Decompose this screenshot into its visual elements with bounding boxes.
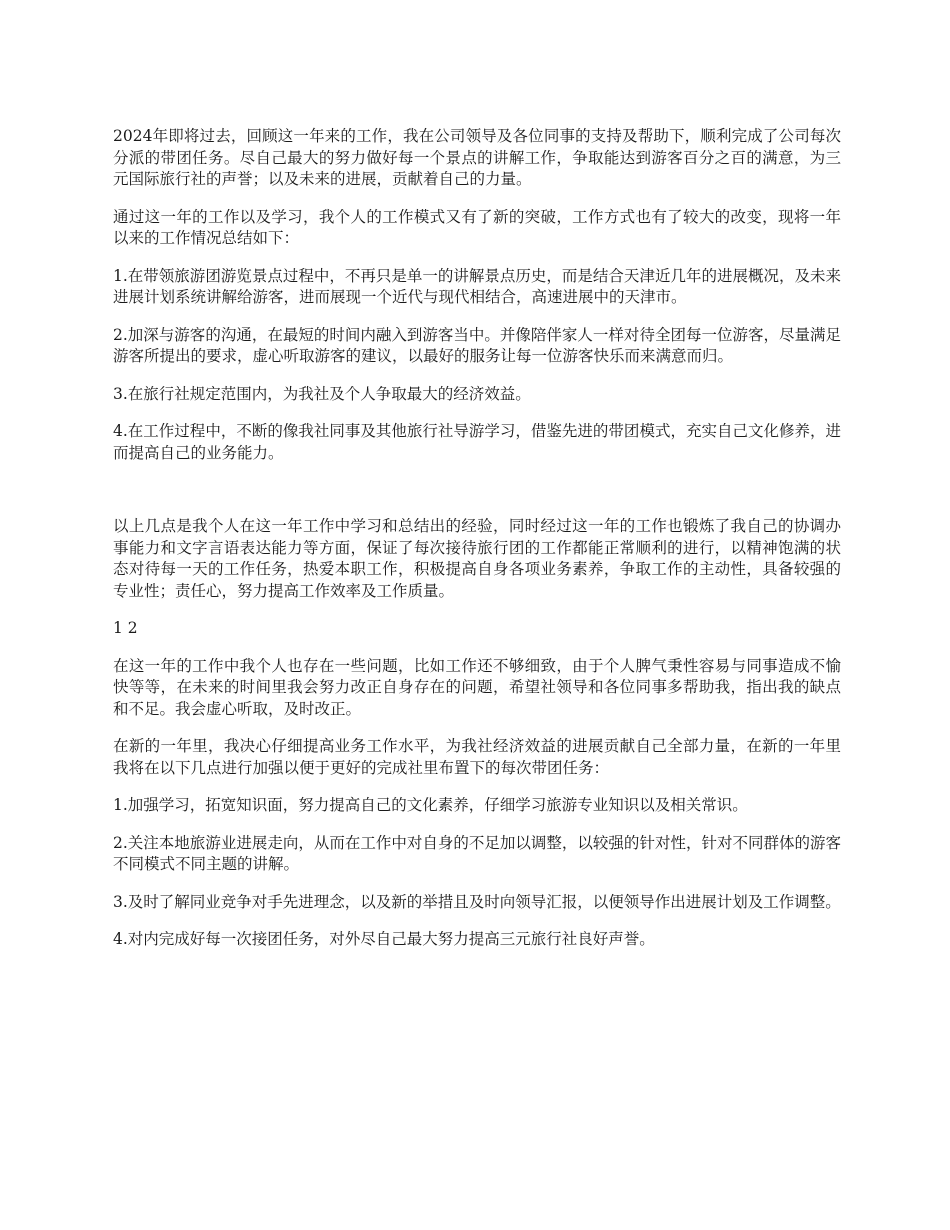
list-item-2: 2.加深与游客的沟通，在最短的时间内融入到游客当中。并像陪伴家人一样对待全团每一位游客，尽量满足游客所提出的要求，虚心听取游客的建议，以最好的服务让每一位游客快乐而来满意而归。 [113, 325, 841, 365]
plan-item-2: 2.关注本地旅游业进展走向，从而在工作中对自身的不足加以调整，以较强的针对性，针对不同群体的游客不同模式不同主题的讲解。 [113, 833, 841, 873]
document-body [113, 126, 841, 967]
list-item-4: 4.在工作过程中，不断的像我社同事及其他旅行社导游学习，借鉴先进的带团模式，充实自己文化修养，进而提高自己的业务能力。 [113, 422, 841, 462]
section-spacer [113, 480, 841, 516]
plan-item-4: 4.对内完成好每一次接团任务，对外尽自己最大努力提高三元旅行社良好声誉。 [113, 930, 655, 948]
page-marker: 1 2 [113, 619, 138, 637]
list-item-3: 3.在旅行社规定范围内，为我社及个人争取最大的经济效益。 [113, 384, 531, 403]
list-item-1: 1.在带领旅游团游览景点过程中，不再只是单一的讲解景点历史，而是结合天津近几年的进展概况，及未来进展计划系统讲解给游客，进而展现一个近代与现代相结合，高速进展中的天津市。 [113, 266, 841, 306]
plan-item-1: 1.加强学习，拓宽知识面，努力提高自己的文化素养，仔细学习旅游专业知识以及相关常识。 [113, 796, 748, 814]
paragraph-experience: 以上几点是我个人在这一年工作中学习和总结出的经验，同时经过这一年的工作也锻炼了我自己的协调办事能力和文字言语表达能力等方面，保证了每次接待旅行团的工作都能正常顺利的进行，以精神饱满的状态对待每一天的工作任务，热爱本职工作，积极提高自身各项业务素养，争取工作的主动性，具备较强的专业性；责任心，努力提高工作效率及工作质量。 [113, 517, 841, 600]
paragraph-intro: 2024年即将过去，回顾这一年来的工作，我在公司领导及各位同事的支持及帮助下，顺利完成了公司每次分派的带团任务。尽自己最大的努力做好每一个景点的讲解工作，争取能达到游客百分之百的满意，为三元国际旅行社的声誉；以及未来的进展，贡献着自己的力量。 [113, 127, 841, 188]
paragraph-summary-lead: 通过这一年的工作以及学习，我个人的工作模式又有了新的突破，工作方式也有了较大的改变，现将一年以来的工作情况总结如下： [113, 207, 841, 247]
paragraph-problems: 在这一年的工作中我个人也存在一些问题，比如工作还不够细致，由于个人脾气秉性容易与同事造成不愉快等等，在未来的时间里我会努力改正自身存在的问题，希望社领导和各位同事多帮助我，指出我的缺点和不足。我会虚心听取，及时改正。 [113, 656, 841, 718]
plan-item-3: 3.及时了解同业竞争对手先进理念，以及新的举措且及时向领导汇报，以便领导作出进展计划及工作调整。 [113, 892, 841, 911]
paragraph-new-year: 在新的一年里，我决心仔细提高业务工作水平，为我社经济效益的进展贡献自己全部力量，在新的一年里我将在以下几点进行加强以便于更好的完成社里布置下的每次带团任务： [113, 737, 841, 777]
